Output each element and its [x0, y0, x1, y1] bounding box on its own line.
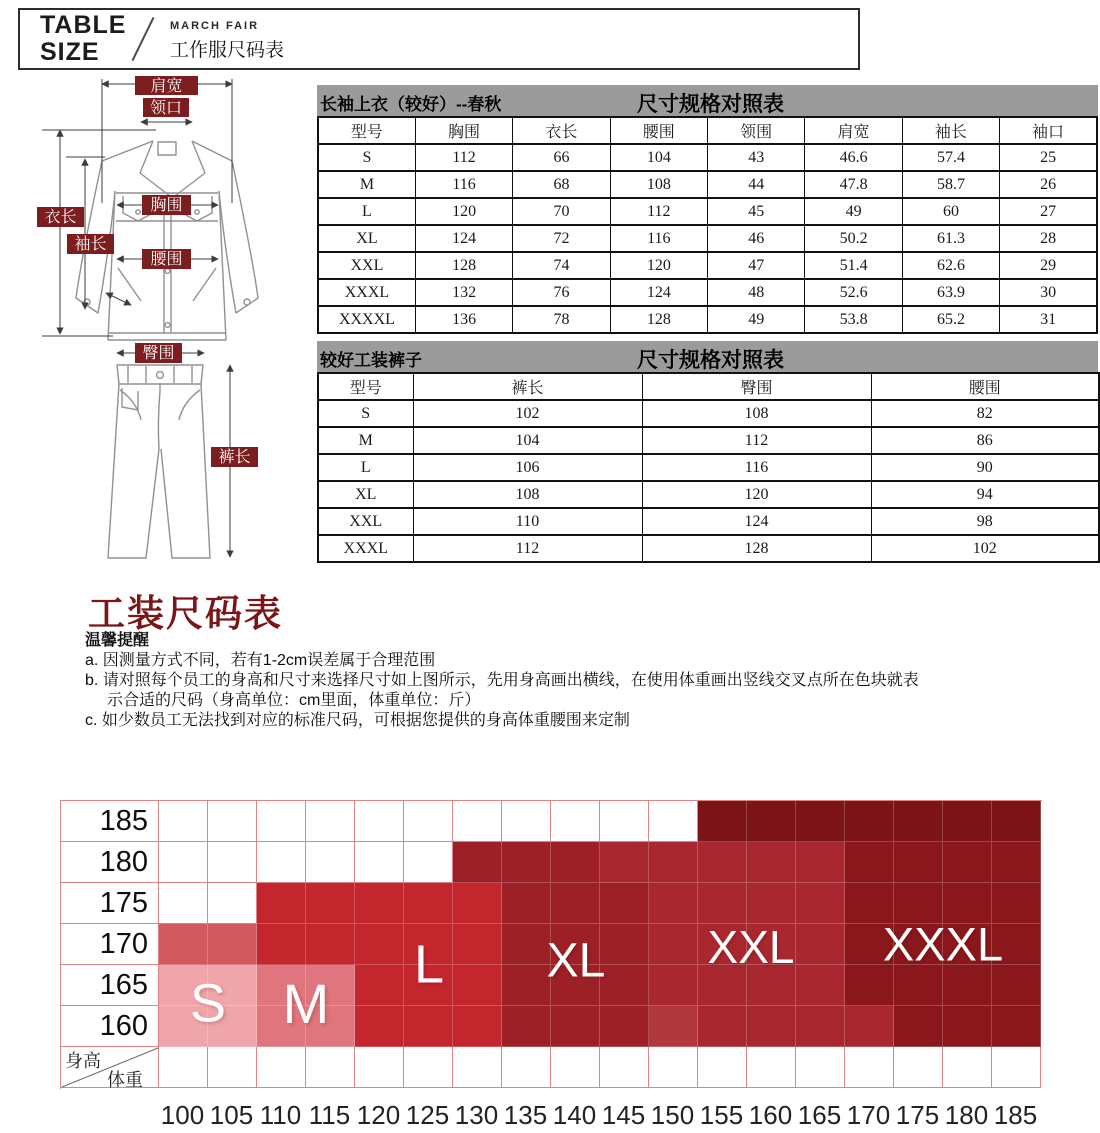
table-cell: 104: [413, 427, 642, 454]
chart-cell: [992, 842, 1041, 883]
pants-line-art: [108, 365, 210, 558]
table-row: [318, 225, 1097, 252]
chart-cell: [453, 965, 502, 1006]
chart-cell: [600, 801, 649, 842]
table-cell: 63.9: [902, 279, 999, 306]
size-region-label-xl: XL: [546, 934, 606, 988]
table-cell: 110: [413, 508, 642, 535]
jacket-label-chest: 胸围: [150, 197, 183, 214]
size-region-label-s: S: [189, 973, 227, 1034]
column-header: 型号: [318, 373, 413, 400]
column-header: 腰围: [610, 117, 707, 144]
chart-cell: [502, 924, 551, 965]
chart-cell: [845, 1006, 894, 1047]
table-cell: 57.4: [902, 144, 999, 171]
column-header: 胸围: [415, 117, 512, 144]
chart-cell: [502, 1047, 551, 1088]
table-cell: 128: [642, 535, 871, 562]
chart-cell: [453, 883, 502, 924]
chart-cell: [649, 883, 698, 924]
chart-cell: [404, 1006, 453, 1047]
table-cell: S: [318, 400, 413, 427]
pants-table-caption: 较好工装裤子: [320, 351, 422, 370]
x-tick-label: 170: [846, 1100, 891, 1130]
chart-cell: [208, 842, 257, 883]
chart-cell: [600, 924, 649, 965]
chart-cell: [551, 801, 600, 842]
table-cell: 112: [610, 198, 707, 225]
x-tick-label: 120: [356, 1100, 401, 1130]
table-cell: 90: [871, 454, 1099, 481]
chart-cell: [796, 883, 845, 924]
table-row: [318, 279, 1097, 306]
x-tick-label: 130: [454, 1100, 499, 1130]
x-tick-label: 110: [259, 1100, 302, 1130]
chart-cell: [355, 1047, 404, 1088]
table-cell: 102: [871, 535, 1099, 562]
table-cell: 124: [642, 508, 871, 535]
chart-cell: [894, 1047, 943, 1088]
note-line-a: a. 因测量方式不同，若有1-2cm误差属于合理范围: [85, 652, 436, 669]
table-cell: 29: [1000, 252, 1097, 279]
notes-block: [85, 631, 919, 731]
table-cell: 128: [610, 306, 707, 333]
table-cell: 112: [415, 144, 512, 171]
column-header: 腰围: [871, 373, 1099, 400]
table-cell: 61.3: [902, 225, 999, 252]
table-cell: L: [318, 454, 413, 481]
table-cell: 124: [610, 279, 707, 306]
x-tick-label: 150: [650, 1100, 695, 1130]
table-cell: 108: [413, 481, 642, 508]
size-heatmap-grid: [60, 800, 1042, 1089]
chart-cell: [551, 842, 600, 883]
chart-cell: [649, 842, 698, 883]
chart-cell: [502, 1006, 551, 1047]
x-tick-label: 135: [503, 1100, 548, 1130]
chart-cell: [796, 842, 845, 883]
table-cell: 65.2: [902, 306, 999, 333]
column-header: 型号: [318, 117, 415, 144]
chart-cell: [845, 842, 894, 883]
table-cell: 46: [708, 225, 805, 252]
page-title: 工作服尺码表: [170, 40, 285, 61]
table-cell: 116: [642, 454, 871, 481]
table-cell: XXL: [318, 508, 413, 535]
table-cell: XXXXL: [318, 306, 415, 333]
table-cell: 116: [415, 171, 512, 198]
jacket-labels: [37, 76, 198, 269]
chart-cell: [796, 965, 845, 1006]
chart-cell: [698, 1047, 747, 1088]
pants-labels: [135, 343, 258, 467]
column-header: 臀围: [642, 373, 871, 400]
column-header: 袖长: [902, 117, 999, 144]
table-cell: XXXL: [318, 535, 413, 562]
size-region-label-xxxl: XXXL: [882, 917, 1004, 971]
x-tick-label: 100: [160, 1100, 205, 1130]
chart-cell: [894, 842, 943, 883]
chart-cell: [306, 801, 355, 842]
table-cell: 124: [415, 225, 512, 252]
table-cell: 102: [413, 400, 642, 427]
table-cell: 136: [415, 306, 512, 333]
chart-cell: [698, 883, 747, 924]
jacket-size-table: [317, 116, 1098, 334]
chart-cell: [159, 801, 208, 842]
chart-cell: [747, 801, 796, 842]
jacket-label-length: 衣长: [44, 209, 77, 226]
chart-cell: [796, 1006, 845, 1047]
table-cell: 116: [610, 225, 707, 252]
chart-cell: [355, 842, 404, 883]
table-cell: 98: [871, 508, 1099, 535]
brand-line-1: TABLE: [40, 11, 127, 39]
pants-table-title: 尺寸规格对照表: [637, 349, 784, 372]
table-cell: 53.8: [805, 306, 902, 333]
jacket-table-title: 尺寸规格对照表: [637, 93, 784, 116]
chart-cell: [649, 1006, 698, 1047]
column-header: 裤长: [413, 373, 642, 400]
chart-cell: [649, 924, 698, 965]
pants-label-hip: 臀围: [142, 345, 175, 362]
jacket-label-shoulder: 肩宽: [150, 78, 183, 95]
table-cell: 43: [708, 144, 805, 171]
y-tick-label: 170: [61, 924, 159, 965]
table-cell: 108: [642, 400, 871, 427]
size-heatmap-chart: [60, 800, 1060, 1130]
chart-cell: [453, 801, 502, 842]
table-cell: 76: [513, 279, 610, 306]
table-row: [318, 144, 1097, 171]
chart-cell: [453, 1006, 502, 1047]
chart-cell: [257, 801, 306, 842]
pants-label-length: 裤长: [218, 449, 251, 466]
chart-cell: [355, 1006, 404, 1047]
table-cell: 45: [708, 198, 805, 225]
chart-cell: [355, 883, 404, 924]
x-tick-label: 155: [699, 1100, 744, 1130]
jacket-table-caption: 长袖上衣（较好）--春秋: [320, 95, 502, 114]
pants-diagram: [60, 335, 312, 581]
table-cell: 128: [415, 252, 512, 279]
chart-cell: [600, 965, 649, 1006]
chart-cell: [747, 1006, 796, 1047]
table-cell: 27: [1000, 198, 1097, 225]
table-cell: 49: [708, 306, 805, 333]
march-fair-label: MARCH FAIR: [170, 20, 260, 32]
chart-cell: [355, 924, 404, 965]
table-row: [318, 508, 1099, 535]
x-tick-label: 105: [209, 1100, 254, 1130]
chart-cell: [208, 883, 257, 924]
x-tick-label: 145: [601, 1100, 646, 1130]
chart-cell: [502, 801, 551, 842]
brand-line-2: SIZE: [40, 38, 100, 66]
table-row: [318, 252, 1097, 279]
table-cell: 106: [413, 454, 642, 481]
x-tick-label: 175: [895, 1100, 940, 1130]
table-cell: 104: [610, 144, 707, 171]
size-region-label-l: L: [413, 934, 445, 995]
chart-cell: [649, 1047, 698, 1088]
chart-cell: [404, 801, 453, 842]
table-cell: 28: [1000, 225, 1097, 252]
chart-cell: [747, 883, 796, 924]
chart-cell: [649, 801, 698, 842]
column-header: 袖口: [1000, 117, 1097, 144]
table-row: [318, 481, 1099, 508]
chart-cell: [208, 801, 257, 842]
table-cell: 82: [871, 400, 1099, 427]
table-cell: XL: [318, 225, 415, 252]
chart-cell: [992, 1047, 1041, 1088]
table-row: [318, 198, 1097, 225]
column-header: 领围: [708, 117, 805, 144]
chart-cell: [992, 1006, 1041, 1047]
chart-cell: [404, 1047, 453, 1088]
table-cell: 52.6: [805, 279, 902, 306]
table-cell: 47: [708, 252, 805, 279]
height-axis-label: 身高: [65, 1051, 101, 1071]
table-cell: 31: [1000, 306, 1097, 333]
table-cell: 26: [1000, 171, 1097, 198]
x-tick-label: 115: [308, 1100, 351, 1130]
chart-cell: [796, 801, 845, 842]
jacket-label-collar: 领口: [149, 100, 183, 117]
chart-cell: [551, 1047, 600, 1088]
table-cell: 60: [902, 198, 999, 225]
y-tick-label: 185: [61, 801, 159, 842]
chart-cell: [698, 1006, 747, 1047]
table-cell: S: [318, 144, 415, 171]
table-cell: 50.2: [805, 225, 902, 252]
chart-cell: [992, 801, 1041, 842]
chart-cell: [404, 842, 453, 883]
chart-cell: [894, 1006, 943, 1047]
chart-cell: [845, 1047, 894, 1088]
jacket-diagram: [20, 72, 312, 344]
pants-table-caption-band: [317, 341, 1098, 372]
axis-corner-cell: [61, 1047, 159, 1088]
header-box: [18, 8, 860, 70]
x-tick-label: 185: [993, 1100, 1038, 1130]
table-cell: 66: [513, 144, 610, 171]
chart-cell: [453, 1047, 502, 1088]
table-cell: 51.4: [805, 252, 902, 279]
y-tick-label: 175: [61, 883, 159, 924]
note-line-b: b. 请对照每个员工的身高和尺寸来选择尺寸如上图所示，先用身高画出横线，在使用体重画出竖线交叉点所在色块就表: [85, 672, 919, 689]
chart-cell: [306, 842, 355, 883]
table-cell: 70: [513, 198, 610, 225]
table-cell: M: [318, 171, 415, 198]
note-line-c: c. 如少数员工无法找到对应的标准尺码，可根据您提供的身高体重腰围来定制: [85, 712, 630, 729]
table-cell: 48: [708, 279, 805, 306]
table-cell: 46.6: [805, 144, 902, 171]
chart-cell: [698, 801, 747, 842]
y-tick-label: 180: [61, 842, 159, 883]
chart-cell: [943, 801, 992, 842]
table-cell: 108: [610, 171, 707, 198]
table-cell: 78: [513, 306, 610, 333]
chart-cell: [257, 924, 306, 965]
table-cell: 86: [871, 427, 1099, 454]
table-cell: XXXL: [318, 279, 415, 306]
notes-heading: 温馨提醒: [85, 632, 150, 649]
chart-cell: [208, 1047, 257, 1088]
table-row: [318, 171, 1097, 198]
chart-cell: [943, 842, 992, 883]
table-cell: 58.7: [902, 171, 999, 198]
chart-cell: [796, 924, 845, 965]
size-region-label-m: M: [282, 971, 330, 1035]
chart-cell: [404, 883, 453, 924]
chart-cell: [502, 965, 551, 1006]
chart-cell: [747, 842, 796, 883]
chart-cell: [159, 883, 208, 924]
x-tick-label: 125: [405, 1100, 450, 1130]
chart-cell: [943, 1047, 992, 1088]
table-cell: 62.6: [902, 252, 999, 279]
chart-cell: [257, 883, 306, 924]
chart-cell: [502, 883, 551, 924]
slash-divider: [132, 17, 155, 61]
table-cell: 132: [415, 279, 512, 306]
table-cell: 44: [708, 171, 805, 198]
chart-cell: [257, 842, 306, 883]
x-tick-label: 180: [944, 1100, 989, 1130]
chart-cell: [600, 1006, 649, 1047]
table-row: [318, 454, 1099, 481]
chart-cell: [306, 924, 355, 965]
chart-cell: [159, 924, 208, 965]
chart-cell: [208, 924, 257, 965]
x-tick-label: 160: [748, 1100, 793, 1130]
table-cell: XXL: [318, 252, 415, 279]
table-cell: 94: [871, 481, 1099, 508]
pants-size-table: [317, 372, 1100, 563]
chart-cell: [943, 1006, 992, 1047]
chart-cell: [600, 842, 649, 883]
table-cell: L: [318, 198, 415, 225]
chart-cell: [159, 842, 208, 883]
chart-cell: [551, 1006, 600, 1047]
chart-cell: [600, 883, 649, 924]
chart-cell: [600, 1047, 649, 1088]
chart-cell: [257, 1047, 306, 1088]
table-row: [318, 535, 1099, 562]
table-row: [318, 306, 1097, 333]
chart-cell: [649, 965, 698, 1006]
note-line-b2: 示合适的尺码（身高单位：cm里面，体重单位：斤）: [107, 692, 481, 709]
table-cell: 74: [513, 252, 610, 279]
jacket-table-caption-band: [317, 85, 1098, 116]
table-cell: XL: [318, 481, 413, 508]
table-cell: 120: [610, 252, 707, 279]
y-tick-label: 165: [61, 965, 159, 1006]
column-header: 肩宽: [805, 117, 902, 144]
table-cell: 112: [413, 535, 642, 562]
table-cell: 68: [513, 171, 610, 198]
table-row: [318, 427, 1099, 454]
chart-cell: [845, 801, 894, 842]
jacket-label-sleeve: 袖长: [74, 236, 107, 253]
y-tick-label: 160: [61, 1006, 159, 1047]
chart-cell: [796, 1047, 845, 1088]
table-cell: 49: [805, 198, 902, 225]
size-region-label-xxl: XXL: [707, 920, 795, 973]
jacket-label-waist: 腰围: [150, 251, 183, 268]
table-cell: 120: [642, 481, 871, 508]
column-header: 衣长: [513, 117, 610, 144]
chart-cell: [453, 842, 502, 883]
table-cell: M: [318, 427, 413, 454]
section-title: 工装尺码表: [88, 593, 283, 634]
chart-cell: [894, 801, 943, 842]
table-cell: 30: [1000, 279, 1097, 306]
chart-cell: [502, 842, 551, 883]
brand-wordmark: [40, 12, 126, 66]
chart-cell: [747, 1047, 796, 1088]
x-tick-label: 140: [552, 1100, 597, 1130]
chart-cell: [698, 842, 747, 883]
table-row: [318, 400, 1099, 427]
chart-cell: [453, 924, 502, 965]
chart-cell: [355, 965, 404, 1006]
table-cell: 112: [642, 427, 871, 454]
table-cell: 47.8: [805, 171, 902, 198]
table-cell: 72: [513, 225, 610, 252]
table-cell: 120: [415, 198, 512, 225]
x-tick-label: 165: [797, 1100, 842, 1130]
chart-cell: [551, 883, 600, 924]
table-cell: 25: [1000, 144, 1097, 171]
chart-cell: [306, 883, 355, 924]
weight-axis-label: 体重: [107, 1070, 143, 1090]
chart-cell: [355, 801, 404, 842]
chart-cell: [306, 1047, 355, 1088]
chart-cell: [159, 1047, 208, 1088]
